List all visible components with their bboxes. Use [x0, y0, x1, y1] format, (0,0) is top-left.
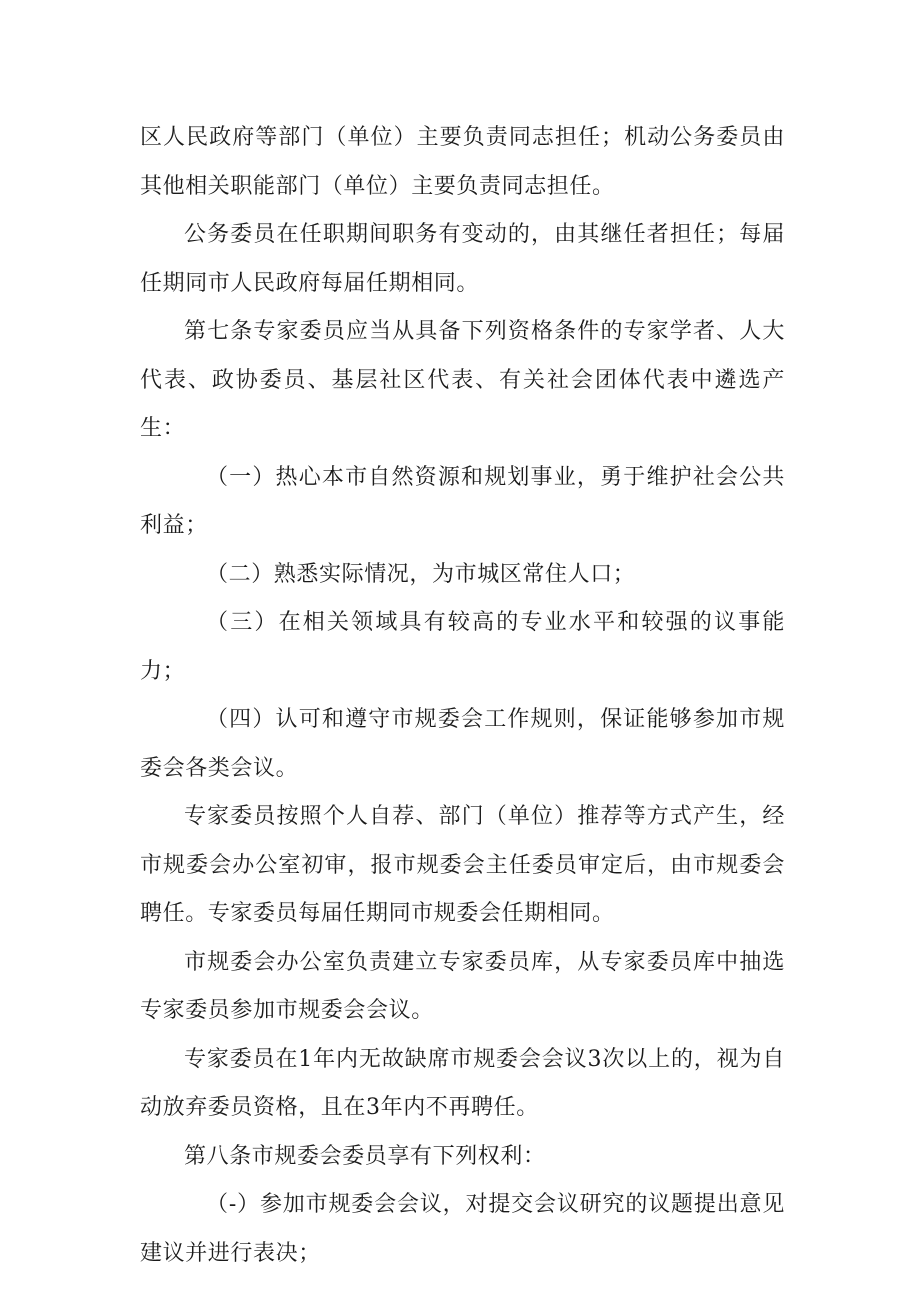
paragraph-continued: 区人民政府等部门（单位）主要负责同志担任；机动公务委员由其他相关职能部门（单位）主要负责同志担任。: [140, 125, 785, 199]
paragraph-expert-pool: 市规委会办公室负责建立专家委员库，从专家委员库中抽选专家委员参加市规委会会议。: [140, 949, 785, 1023]
article-8: 第八条市规委会委员享有下列权利：: [184, 1143, 546, 1169]
article-7-item-1: （一）热心本市自然资源和规划事业，勇于维护社会公共利益；: [140, 464, 785, 538]
article-7-item-3: （三）在相关领域具有较高的专业水平和较强的议事能力；: [140, 610, 785, 684]
paragraph-expert-selection: 专家委员按照个人自荐、部门（单位）推荐等方式产生，经市规委会办公室初审，报市规委会主任委员审定后，由市规委会聘任。专家委员每届任期同市规委会任期相同。: [140, 804, 785, 926]
paragraph-term-of-office: 公务委员在任职期间职务有变动的，由其继任者担任；每届任期同市人民政府每届任期相同。: [140, 222, 785, 296]
article-8-item-1: （-）参加市规委会会议，对提交会议研究的议题提出意见建议并进行表决；: [140, 1192, 785, 1266]
document-body: [140, 114, 785, 1278]
article-7: 第七条专家委员应当从具备下列资格条件的专家学者、人大代表、政协委员、基层社区代表、有关社会团体代表中遴选产生：: [140, 319, 785, 441]
paragraph-absence-rule: 专家委员在1年内无故缺席市规委会会议3次以上的，视为自动放弃委员资格，且在3年内不再聘任。: [140, 1046, 785, 1120]
article-7-item-2: （二）熟悉实际情况，为市城区常住人口；: [206, 561, 636, 587]
article-7-item-4: （四）认可和遵守市规委会工作规则，保证能够参加市规委会各类会议。: [140, 707, 785, 781]
